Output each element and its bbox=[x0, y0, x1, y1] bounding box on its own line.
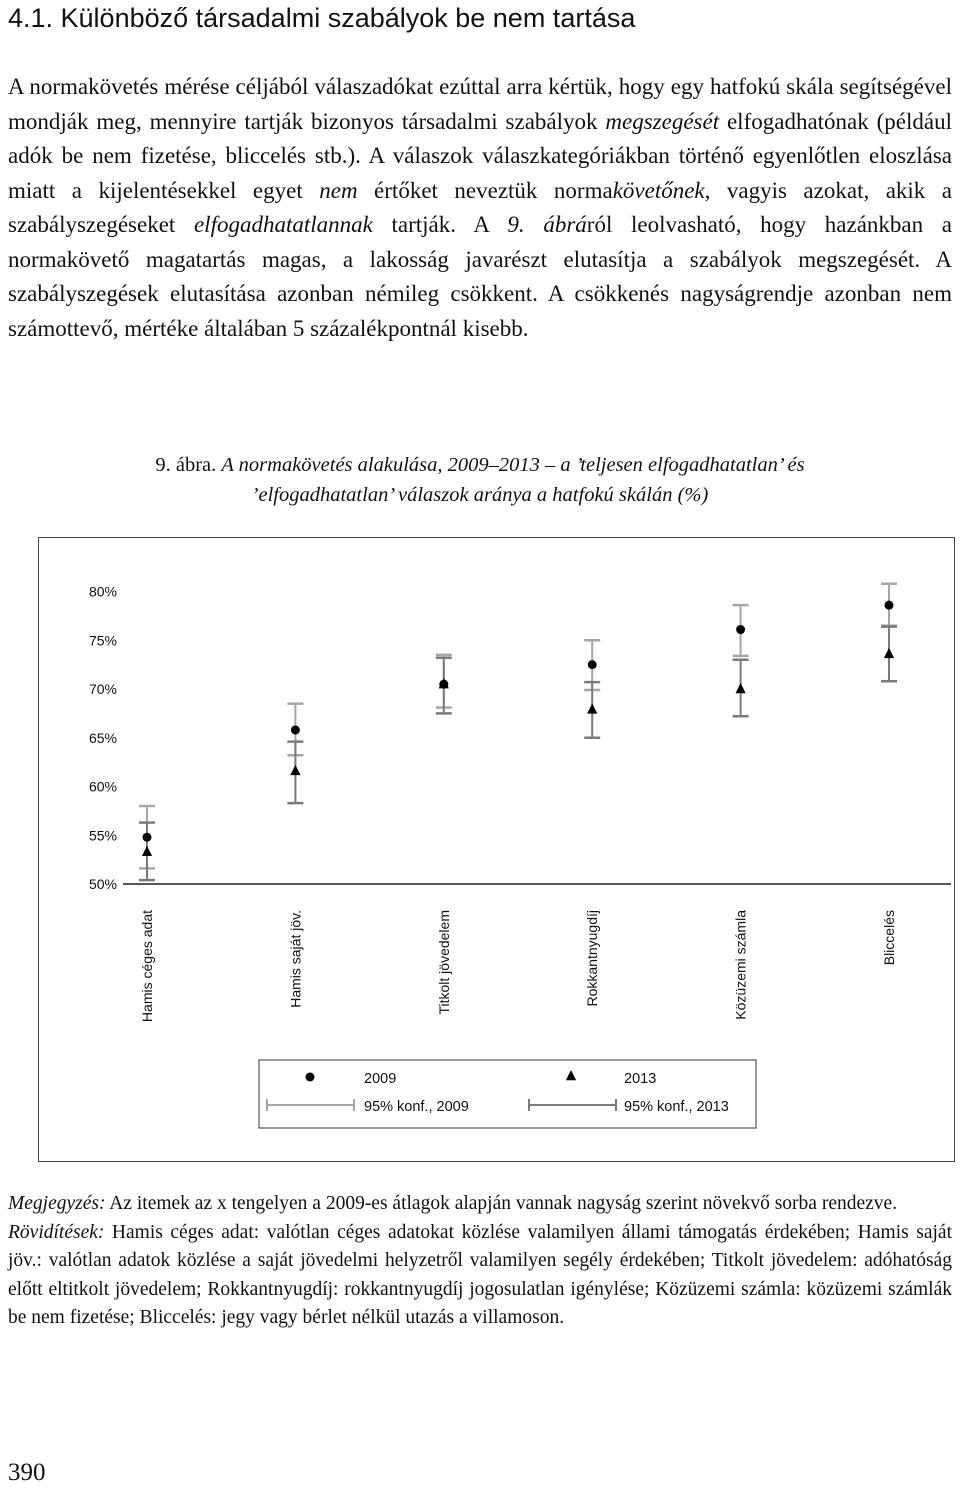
abbreviations-paragraph bbox=[8, 1219, 952, 1333]
paragraph-italic-run: elfogadhatatlannak bbox=[193, 212, 373, 237]
paragraph-text-run: értőket neveztük norma bbox=[357, 177, 613, 203]
point-2009 bbox=[143, 833, 152, 842]
y-tick-label: 50% bbox=[88, 876, 117, 892]
x-category-label: Rokkantnyugdíj bbox=[584, 910, 601, 1007]
y-tick-label: 75% bbox=[88, 632, 117, 649]
x-category-label: Bliccelés bbox=[881, 910, 897, 966]
x-category-label: Titkolt jövedelem bbox=[435, 910, 452, 1015]
figure-label: 9. ábra. bbox=[155, 454, 217, 476]
figure-caption bbox=[0, 450, 960, 510]
note-paragraph bbox=[8, 1190, 952, 1219]
point-2013 bbox=[736, 683, 746, 693]
legend-label-ci-2013: 95% konf., 2013 bbox=[624, 1099, 729, 1115]
x-category-label: Hamis saját jöv. bbox=[287, 910, 304, 1008]
paragraph-text-run: tartják. A bbox=[372, 212, 508, 237]
paragraph-text-run: A normakövetés mérése céljából válaszadókat ezúttal arra kértük, hogy egy hatfokú skála segítségével mondják meg, mennyire tartják bizonyos társadalmi szabályok bbox=[8, 74, 952, 134]
body-paragraph bbox=[8, 70, 952, 346]
figure-title-part-2: ’elfogadhatatlan’ válaszok aránya a hatfokú skálán (%) bbox=[251, 484, 709, 506]
point-2009 bbox=[588, 660, 597, 669]
point-2009 bbox=[885, 601, 894, 610]
norm-compliance-chart bbox=[39, 538, 954, 1161]
x-category-label: Hamis céges adat bbox=[139, 910, 155, 1023]
page-number: 390 bbox=[8, 1459, 46, 1486]
paragraph-text-run: , vagyis azokat, akik a szabályszegéseket bbox=[8, 177, 953, 237]
y-tick-label: 70% bbox=[88, 681, 117, 697]
paragraph-italic-run: követőnek bbox=[612, 177, 705, 203]
abbreviations-label: Rövidítések: bbox=[8, 1221, 105, 1243]
paragraph-italic-run: 9. ábrá bbox=[507, 212, 587, 237]
paragraph-text-run: ról leolvasható, hogy hazánkban a normakövető magatartás magas, a lakosság javarészt elutasítja a szabályok megszegését. A szabályszegések elutasítása azonban némileg csökkent. A csökkenés nagyságrendje azonban nem számottevő, mértéke általában 5 százalékpontnál kisebb. bbox=[8, 212, 953, 341]
point-2013 bbox=[884, 648, 894, 658]
note-label: Megjegyzés: bbox=[8, 1193, 106, 1214]
chart-frame bbox=[38, 537, 955, 1162]
figure-notes bbox=[8, 1190, 952, 1333]
point-2009 bbox=[736, 625, 745, 634]
legend-label-2009: 2009 bbox=[364, 1071, 397, 1087]
section-heading: 4.1. Különböző társadalmi szabályok be nem tartása bbox=[8, 3, 636, 33]
legend-marker-2009 bbox=[306, 1073, 315, 1082]
legend-box bbox=[259, 1060, 756, 1128]
y-tick-label: 80% bbox=[88, 583, 117, 600]
note-text: Az itemek az x tengelyen a 2009-es átlagok alapján vannak nagyság szerint növekvő sorba rendezve. bbox=[105, 1193, 898, 1214]
point-2013 bbox=[290, 765, 300, 775]
y-tick-label: 55% bbox=[88, 827, 117, 844]
figure-caption-line-2 bbox=[0, 480, 960, 510]
abbreviations-text: Hamis céges adat: valótlan céges adatokat közlése valamilyen állami támogatás érdekében; Hamis saját jöv.: valótlan adatok közlése a saját jövedelmi helyzetről valamilyen segély érdekében; Titkolt jövedelem: adóhatóság előtt eltitkolt jövedelem; Rokkantnyugdíj: rokkantnyugdíj jogosulatlan igénylése; Közüzemi számla: közüzemi számlák be nem fizetése; Bliccelés: jegy vagy bérlet nélkül utazás a villamoson. bbox=[8, 1221, 952, 1328]
point-2013 bbox=[587, 703, 597, 713]
point-2009 bbox=[291, 725, 300, 734]
paragraph-text-run: elfogadhatónak (például adók be nem fizetése, bliccelés stb.). A válaszok válaszkategóriákban történő egyenlőtlen eloszlása miatt a kijelentésekkel egyet bbox=[8, 108, 952, 203]
figure-title-part-1: A normakövetés alakulása, 2009–2013 – a ’teljesen elfogadhatatlan’ és bbox=[221, 454, 805, 476]
point-2013 bbox=[142, 846, 152, 856]
x-category-label: Közüzemi számla bbox=[732, 910, 749, 1020]
legend-label-2013: 2013 bbox=[624, 1071, 657, 1087]
paragraph-italic-run: megszegését bbox=[605, 108, 720, 134]
y-tick-label: 65% bbox=[88, 729, 117, 746]
legend-label-ci-2009: 95% konf., 2009 bbox=[364, 1099, 469, 1115]
paragraph-italic-run: nem bbox=[319, 177, 358, 203]
figure-caption-line-1 bbox=[0, 450, 960, 480]
y-tick-label: 60% bbox=[88, 778, 117, 795]
